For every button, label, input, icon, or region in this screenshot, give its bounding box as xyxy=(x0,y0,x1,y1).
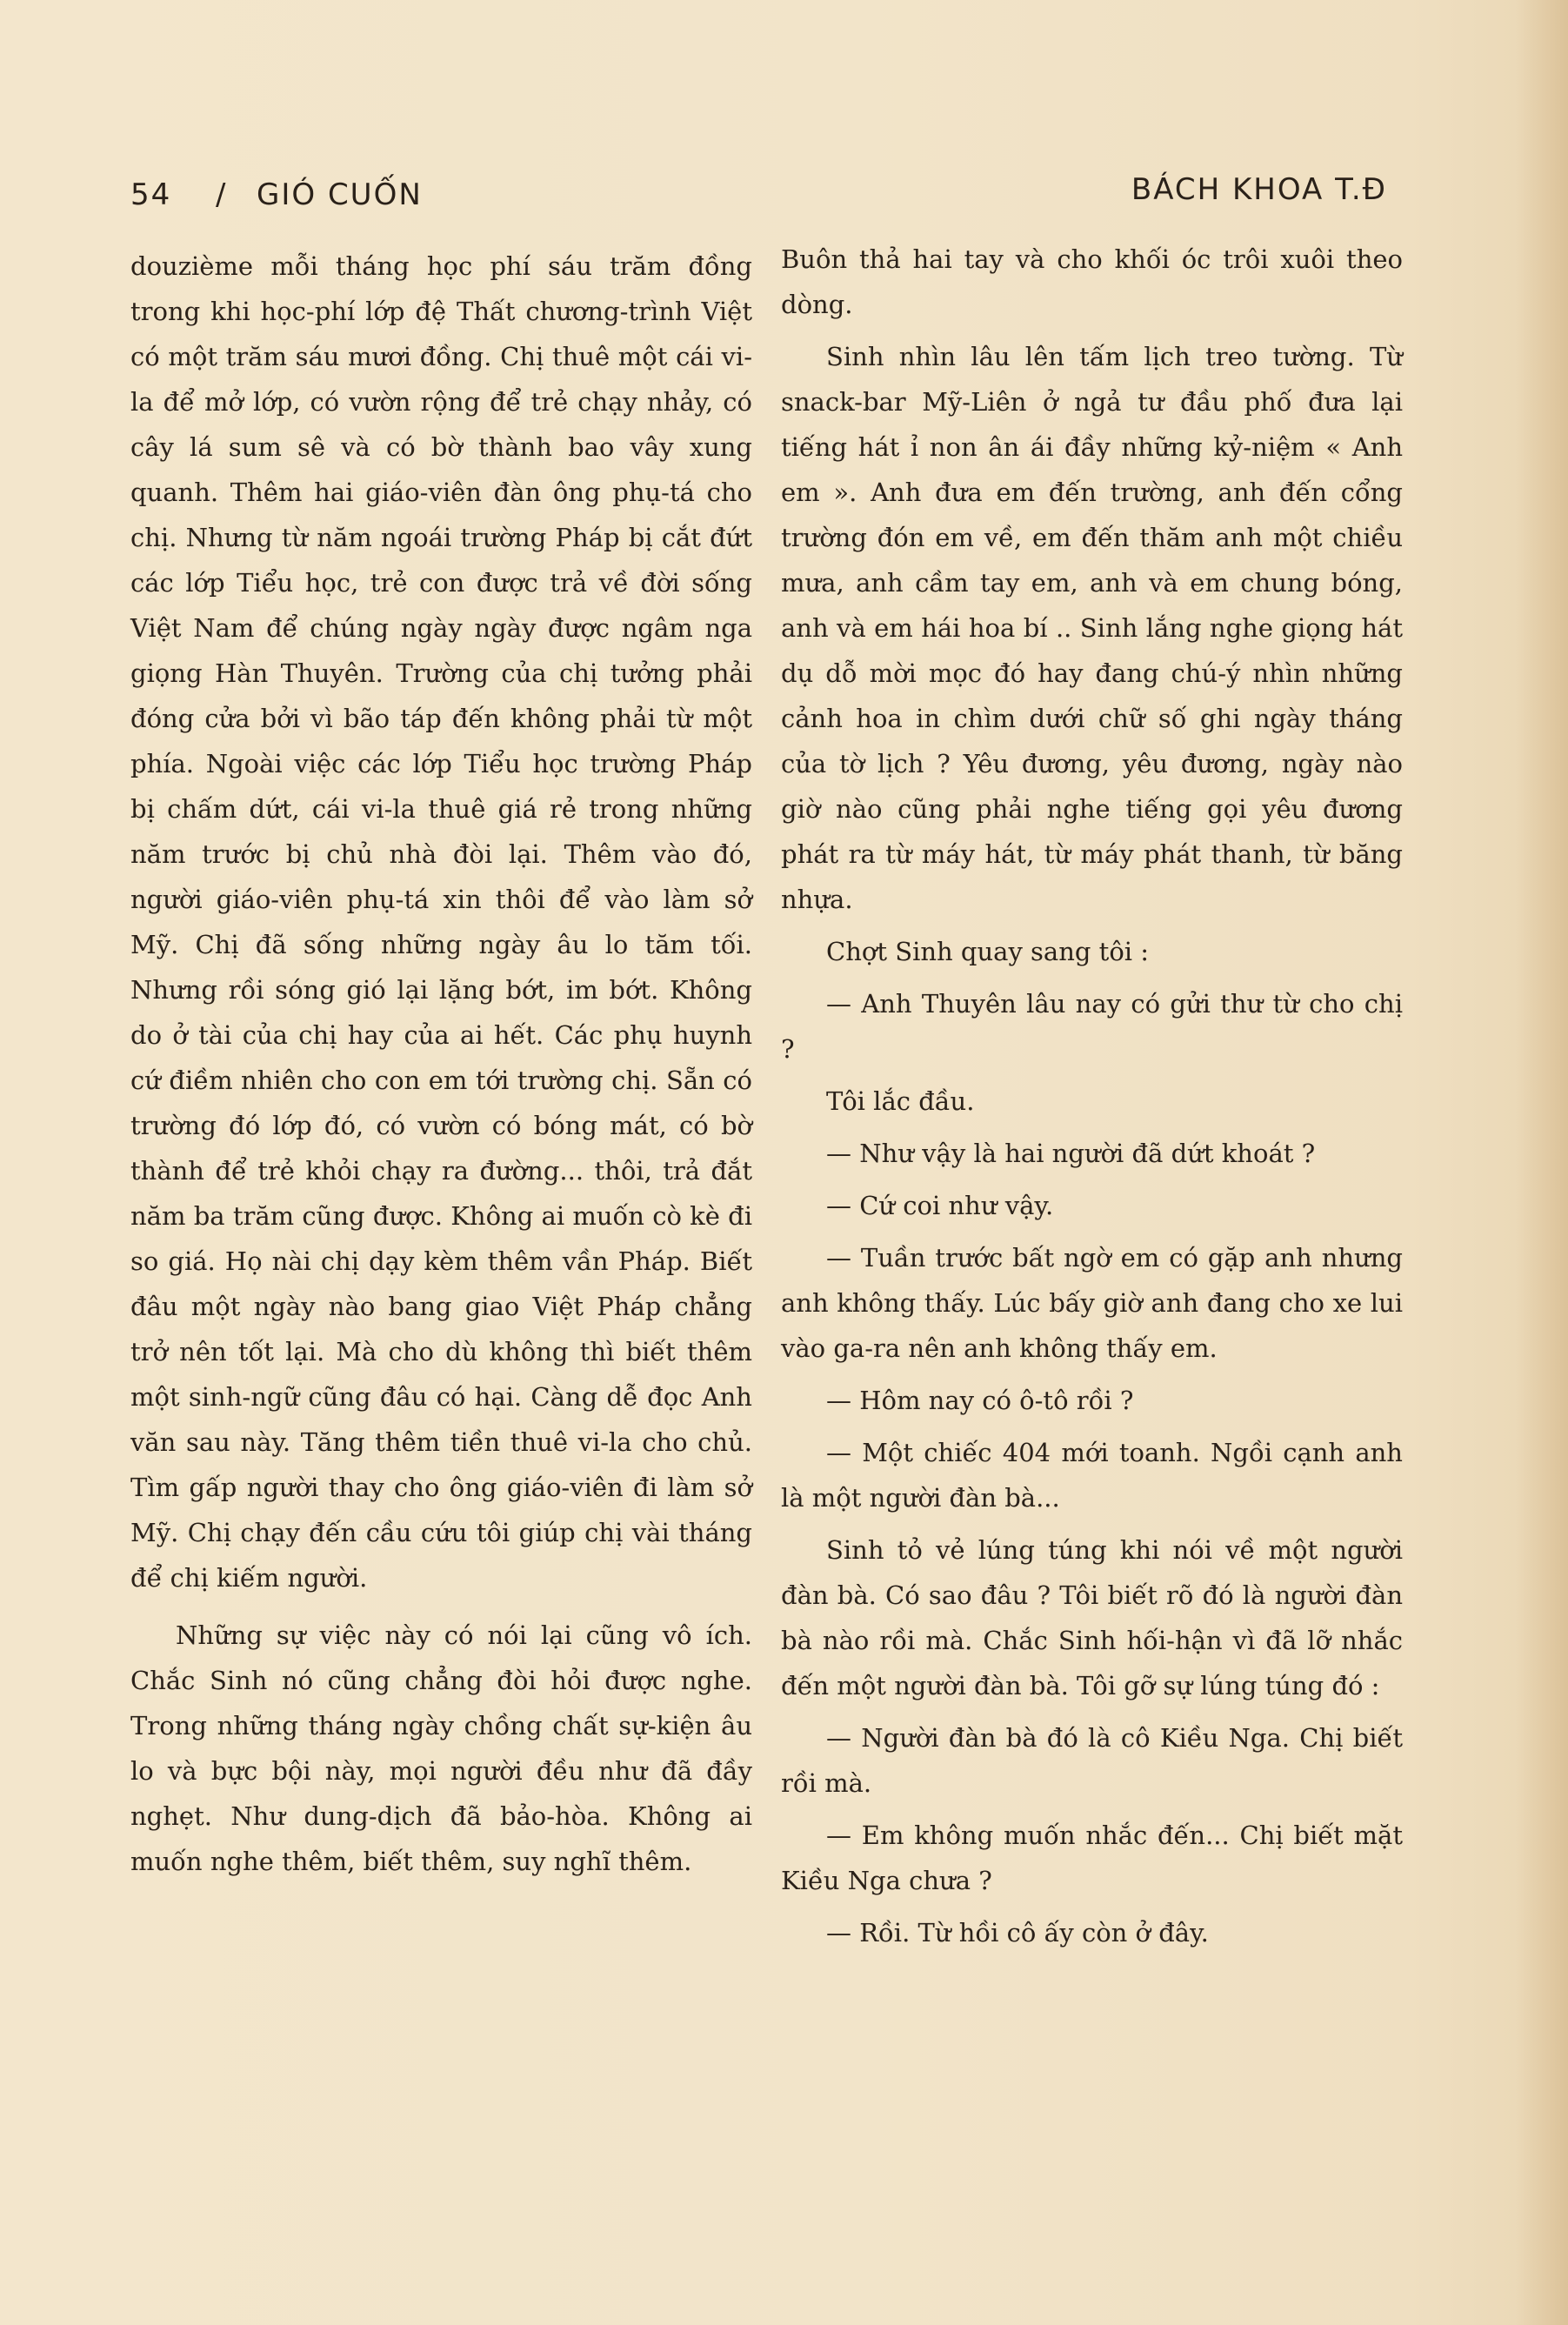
dialogue-line: — Hôm nay có ô-tô rồi ? xyxy=(826,1386,1134,1415)
dialogue-line: — Anh Thuyên lâu nay có gửi thư từ cho chị ? xyxy=(781,989,1403,1064)
paragraph: Chợt Sinh quay sang tôi : xyxy=(826,937,1150,966)
paragraph: Sinh nhìn lâu lên tấm lịch treo tường. Từ snack-bar Mỹ-Liên ở ngả tư đầu phố đưa lại tiếng hát ỉ non ân ái đầy những kỷ-niệm « Anh em ». Anh đưa em đến trường, anh đến cổng trường đón em về, em đến thăm anh một chiều mưa, anh cầm tay em, anh và em chung bóng, anh và em hái hoa bí .. Sinh lắng nghe giọng hát dụ dỗ mời mọc đó hay đang chú-ý nhìn những cảnh hoa in chìm dưới chữ số ghi ngày tháng của tờ lịch ? Yêu đương, yêu đương, ngày nào giờ nào cũng phải nghe tiếng gọi yêu đương phát ra từ máy hát, từ máy phát thanh, từ băng nhựa. xyxy=(781,342,1403,914)
dialogue-line: — Một chiếc 404 mới toanh. Ngồi cạnh anh là một người đàn bà... xyxy=(781,1438,1403,1513)
section-title: GIÓ CUỐN xyxy=(257,177,423,212)
left-text-column xyxy=(130,244,752,1891)
paragraph: Những sự việc này có nói lại cũng vô ích. Chắc Sinh nó cũng chẳng đòi hỏi được nghe. Trong những tháng ngày chồng chất sự-kiện âu lo và bực bội này, mọi người đều như đã đầy nghẹt. Như dung-dịch đã bảo-hòa. Không ai muốn nghe thêm, biết thêm, suy nghĩ thêm. xyxy=(130,1620,752,1876)
dialogue-line: — Em không muốn nhắc đến... Chị biết mặt Kiều Nga chưa ? xyxy=(781,1821,1403,1895)
dialogue-line: — Rồi. Từ hồi cô ấy còn ở đây. xyxy=(826,1918,1209,1948)
paragraph: Sinh tỏ vẻ lúng túng khi nói về một người đàn bà. Có sao đâu ? Tôi biết rõ đó là người đàn bà nào rồi mà. Chắc Sinh hối-hận vì đã lỡ nhắc đến một người đàn bà. Tôi gỡ sự lúng túng đó : xyxy=(781,1535,1403,1700)
header-slash: / xyxy=(216,177,228,212)
right-text-column xyxy=(781,237,1403,1962)
dialogue-line: — Cứ coi như vậy. xyxy=(826,1191,1054,1220)
page-header xyxy=(130,172,1387,230)
journal-name: BÁCH KHOA T.Đ xyxy=(1131,172,1387,207)
dialogue-line: — Người đàn bà đó là cô Kiều Nga. Chị biết rồi mà. xyxy=(781,1723,1403,1798)
paragraph: douzième mỗi tháng học phí sáu trăm đồng trong khi học-phí lớp đệ Thất chương-trình Việt có một trăm sáu mươi đồng. Chị thuê một cái vi-la để mở lớp, có vườn rộng để trẻ chạy nhảy, có cây lá sum sê và có bờ thành bao vây xung quanh. Thêm hai giáo-viên đàn ông phụ-tá cho chị. Nhưng từ năm ngoái trường Pháp bị cắt đứt các lớp Tiểu học, trẻ con được trả về đời sống Việt Nam để chúng ngày ngày được ngâm nga giọng Hàn Thuyên. Trường của chị tưởng phải đóng cửa bởi vì bão táp đến không phải từ một phía. Ngoài việc các lớp Tiểu học trường Pháp bị chấm dứt, cái vi-la thuê giá rẻ trong những năm trước bị chủ nhà đòi lại. Thêm vào đó, người giáo-viên phụ-tá xin thôi để vào làm sở Mỹ. Chị đã sống những ngày âu lo tăm tối. Nhưng rồi sóng gió lại lặng bớt, im bớt. Không do ở tài của chị hay của ai hết. Các phụ huynh cứ điềm nhiên cho con em tới trường chị. Sẵn có trường đó lớp đó, có vườn có bóng mát, có bờ thành để trẻ khỏi chạy ra đường... thôi, trả đắt năm ba trăm cũng được. Không ai muốn cò kè đi so giá. Họ nài chị dạy kèm thêm vần Pháp. Biết đâu một ngày nào bang giao Việt Pháp chẳng trở nên tốt lại. Mà cho dù không thì biết thêm một sinh-ngữ cũng đâu có hại. Càng dễ đọc Anh văn sau này. Tăng thêm tiền thuê vi-la cho chủ. Tìm gấp người thay cho ông giáo-viên đi làm sở Mỹ. Chị chạy đến cầu cứu tôi giúp chị vài tháng để chị kiếm người. xyxy=(130,251,752,1593)
paragraph: Tôi lắc đầu. xyxy=(826,1086,975,1116)
page-number: 54 xyxy=(130,177,172,212)
paragraph: Buôn thả hai tay và cho khối óc trôi xuôi theo dòng. xyxy=(781,244,1403,319)
page-edge-stain xyxy=(1516,0,1568,2325)
dialogue-line: — Tuần trước bất ngờ em có gặp anh nhưng anh không thấy. Lúc bấy giờ anh đang cho xe lui vào ga-ra nên anh không thấy em. xyxy=(781,1243,1403,1363)
dialogue-line: — Như vậy là hai người đã dứt khoát ? xyxy=(826,1139,1316,1168)
